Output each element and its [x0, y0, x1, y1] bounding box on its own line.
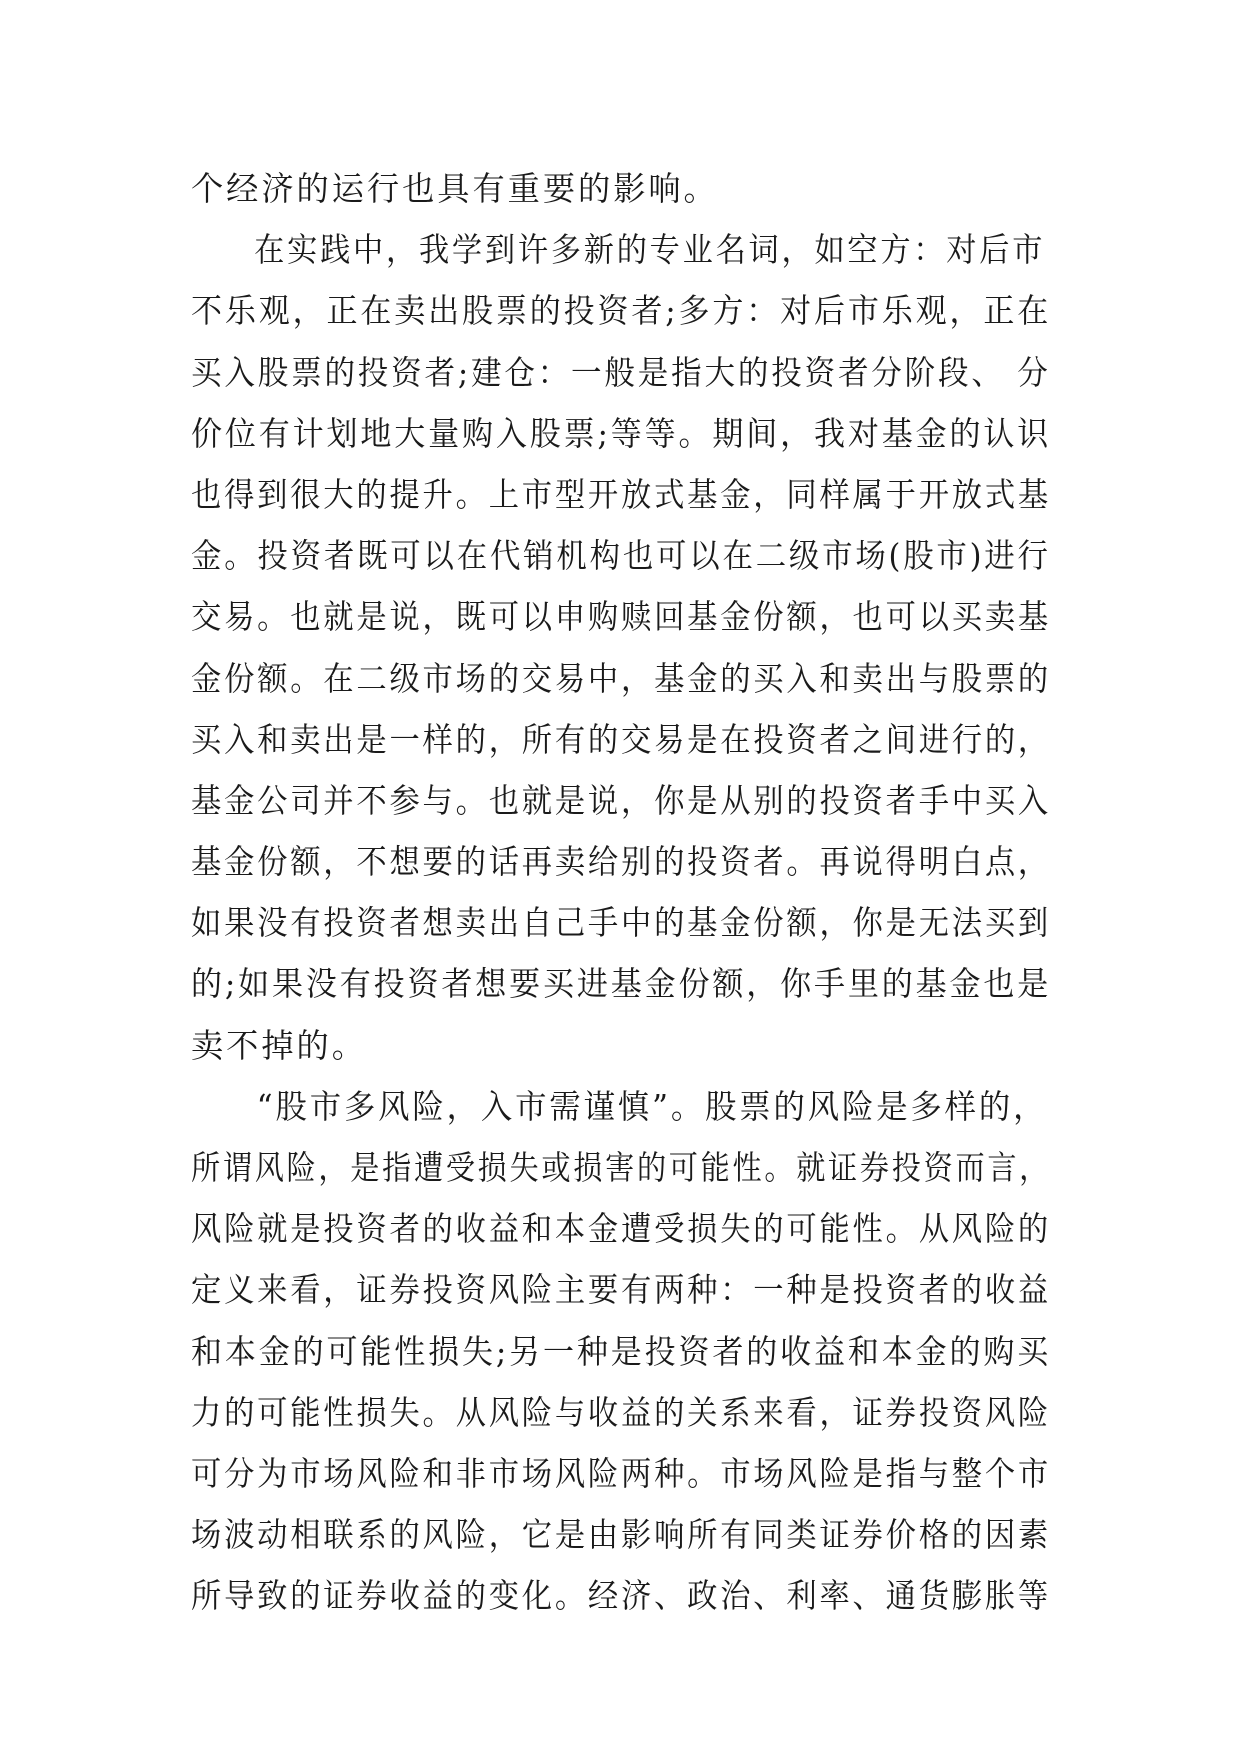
text-line: 金份额。在二级市场的交易中，基金的买入和卖出与股票的	[191, 658, 1051, 698]
text-line: 的;如果没有投资者想要买进基金份额，你手里的基金也是	[191, 964, 1052, 1004]
text-line: 不乐观，正在卖出股票的投资者;多方：对后市乐观，正在	[191, 291, 1052, 331]
text-line: 基金份额，不想要的话再卖给别的投资者。再说得明白点，	[191, 842, 1051, 882]
text-line: 和本金的可能性损失;另一种是投资者的收益和本金的购买	[191, 1331, 1052, 1371]
text-line: 卖不掉的。	[191, 1025, 367, 1065]
text-line: 可分为市场风险和非市场风险两种。市场风险是指与整个市	[191, 1453, 1051, 1493]
text-line: 金。投资者既可以在代销机构也可以在二级市场(股市)进行	[191, 536, 1051, 576]
text-line: 所谓风险，是指遭受损失或损害的可能性。就证券投资而言，	[191, 1148, 1052, 1187]
text-line: 在实践中，我学到许多新的专业名词，如空方：对后市	[254, 230, 1046, 270]
text-line: 风险就是投资者的收益和本金遭受损失的可能性。从风险的	[191, 1209, 1051, 1249]
text-line: 个经济的运行也具有重要的影响。	[191, 169, 719, 208]
text-line: 力的可能性损失。从风险与收益的关系来看，证券投资风险	[191, 1392, 1051, 1432]
text-line: 买入和卖出是一样的，所有的交易是在投资者之间进行的，	[191, 719, 1051, 759]
body-text	[191, 158, 1071, 1627]
text-line: 价位有计划地大量购入股票;等等。期间，我对基金的认识	[191, 413, 1052, 453]
text-line: 交易。也就是说，既可以申购赎回基金份额，也可以买卖基	[191, 597, 1051, 637]
text-line: 所导致的证券收益的变化。经济、政治、利率、通货膨胀等	[191, 1576, 1051, 1616]
text-line: 场波动相联系的风险，它是由影响所有同类证券价格的因素	[191, 1515, 1051, 1555]
text-line: 基金公司并不参与。也就是说，你是从别的投资者手中买入	[191, 780, 1051, 820]
text-line: 也得到很大的提升。上市型开放式基金，同样属于开放式基	[191, 474, 1051, 514]
text-line: 如果没有投资者想卖出自己手中的基金份额，你是无法买到	[191, 903, 1051, 943]
text-line: 定义来看，证券投资风险主要有两种：一种是投资者的收益	[191, 1270, 1051, 1310]
text-line: 买入股票的投资者;建仓：一般是指大的投资者分阶段、 分	[191, 352, 1051, 392]
text-line: “股市多风险，入市需谨慎”。股票的风险是多样的，	[256, 1086, 1048, 1126]
